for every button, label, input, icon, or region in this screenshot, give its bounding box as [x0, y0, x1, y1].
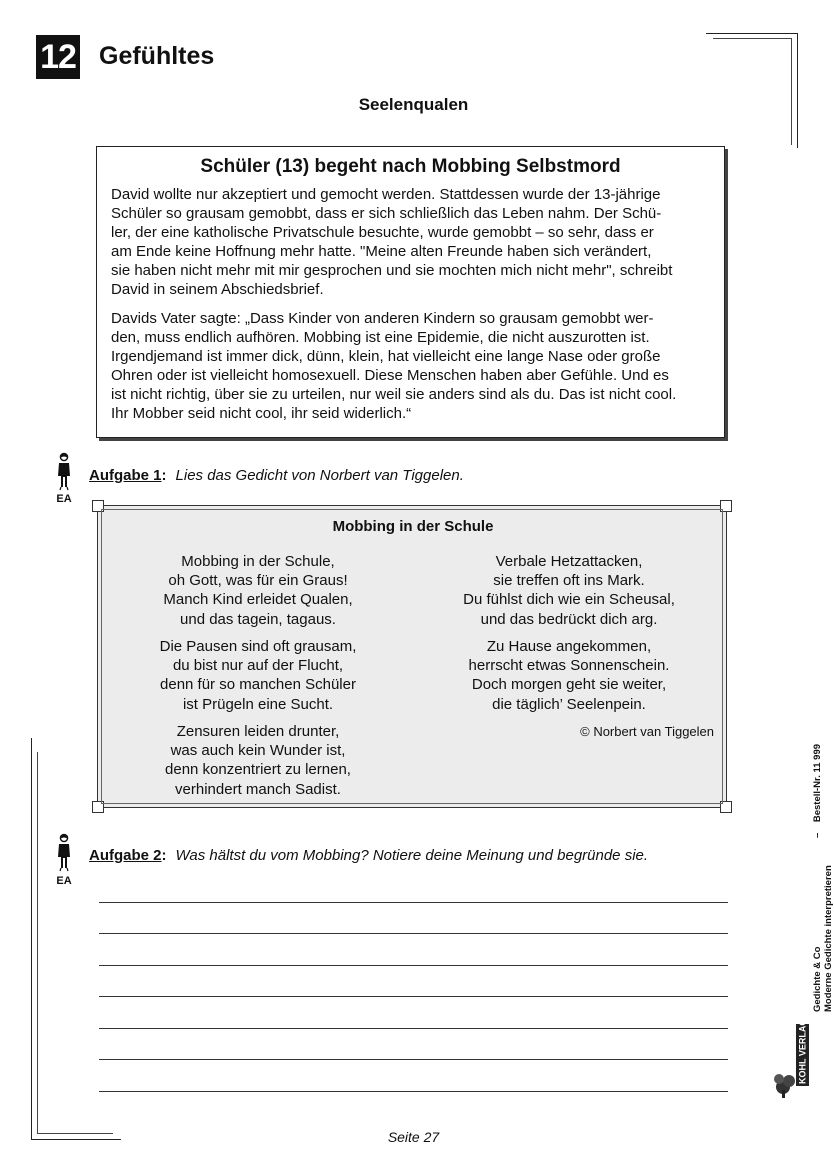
order-number: Bestell-Nr. 11 999: [812, 743, 823, 823]
page-subtitle: Seelenqualen: [358, 95, 469, 114]
box-corner-ornament: [720, 500, 732, 512]
news-line: David wollte nur akzeptiert und gemocht werden. Stattdessen wurde der 13-jährige: [111, 186, 661, 203]
poem-line: sie treffen oft ins Mark.: [493, 572, 645, 590]
news-line: Ohren oder ist vielleicht homosexuell. Diese Menschen haben aber Gefühle. Und es: [111, 366, 669, 384]
news-line: Davids Vater sagte: „Dass Kinder von anderen Kindern so grausam gemobbt wer-: [111, 309, 654, 327]
news-line: Ihr Mobber seid nicht cool, ihr seid widerlich.“: [111, 405, 412, 423]
news-line: ler, der eine katholische Privatschule besuchte, wurde gemobbt – so sehr, dass er: [111, 224, 654, 242]
poem-line: Zensuren leiden drunter,: [176, 723, 340, 740]
poem-line: was auch kein Wunder ist,: [170, 742, 346, 760]
news-line: sie haben nicht mehr mit mir gesprochen und sie mochten mich nicht mehr", schreibt: [111, 262, 673, 280]
news-line: David in seinem Abschiedsbrief.: [111, 281, 324, 299]
poem-line: und das bedrückt dich arg.: [480, 610, 658, 628]
poem-line: herrscht etwas Sonnenschein.: [468, 657, 670, 675]
side-book-subtitle: Moderne Gedichte interpretieren: [823, 865, 834, 1012]
publisher-logo: [772, 1020, 812, 1100]
corner-ornament-top-right: [713, 38, 792, 39]
corner-ornament-top-right: [797, 33, 798, 148]
poem-line: und das tagein, tagaus.: [180, 610, 336, 628]
poem-line: Mobbing in der Schule,: [181, 553, 335, 570]
corner-ornament-top-right: [791, 38, 792, 145]
side-series-title: Gedichte & Co: [812, 946, 823, 1012]
news-paragraph-2: [111, 309, 710, 424]
writing-line[interactable]: [99, 965, 728, 966]
task-label: Aufgabe 1: [89, 467, 162, 484]
poem-line: Zu Hause angekommen,: [486, 638, 652, 655]
writing-line[interactable]: [99, 1091, 728, 1092]
poem-line: Die Pausen sind oft grausam,: [159, 638, 357, 655]
side-separator: –: [812, 832, 823, 838]
task-label: Aufgabe 2: [89, 847, 162, 864]
writing-line[interactable]: [99, 902, 728, 903]
poem-line: verhindert manch Sadist.: [175, 780, 341, 798]
person-icon: [56, 833, 72, 877]
writing-line[interactable]: [99, 1059, 728, 1060]
box-corner-ornament: [720, 801, 732, 813]
news-line: am Ende keine Hoffnung mehr hatte. "Meine alten Freunde haben sich verändert,: [111, 243, 652, 261]
poem-box: [97, 505, 727, 808]
news-line: Schüler so grausam gemobbt, dass er sich schließlich das Leben nahm. Der Schü-: [111, 205, 662, 223]
side-order-number: [812, 744, 823, 838]
poem-stanza: [128, 722, 388, 799]
corner-ornament-bottom-left: [31, 738, 32, 1140]
box-corner-ornament: [92, 500, 104, 512]
person-icon: [56, 452, 72, 496]
page-number: Seite 27: [387, 1129, 440, 1145]
poem-line: denn für so manchen Schüler: [160, 676, 356, 694]
chapter-number-badge: 12: [36, 35, 80, 79]
poem-line: du bist nur auf der Flucht,: [172, 657, 344, 675]
news-line: den, muss endlich aufhören. Mobbing ist eine Epidemie, die nicht auszurotten ist.: [111, 328, 650, 346]
news-headline: Schüler (13) begeht nach Mobbing Selbstmord: [200, 156, 621, 177]
corner-ornament-top-right: [706, 33, 798, 34]
poem-stanza: [428, 552, 710, 629]
poem-stanza: [128, 552, 388, 629]
task-1: [89, 467, 464, 484]
poem-line: ist Prügeln eine Sucht.: [182, 695, 334, 713]
box-corner-ornament: [92, 801, 104, 813]
writing-line[interactable]: [99, 933, 728, 934]
poem-line: die täglich’ Seelenpein.: [492, 695, 646, 713]
work-mode-label: EA: [56, 875, 72, 887]
corner-ornament-bottom-left: [37, 752, 38, 1134]
poem-stanza: [128, 637, 388, 714]
poem-title: Mobbing in der Schule: [332, 518, 494, 535]
side-book-title: [812, 865, 834, 1012]
task-instruction: Lies das Gedicht von Norbert van Tiggelen.: [175, 467, 464, 484]
poem-line: Manch Kind erleidet Qualen,: [163, 591, 353, 609]
poem-line: Doch morgen geht sie weiter,: [471, 676, 667, 694]
news-paragraph-1: [111, 185, 710, 300]
poem-line: Du fühlst dich wie ein Scheusal,: [463, 591, 675, 609]
writing-line[interactable]: [99, 996, 728, 997]
poem-line: Verbale Hetzattacken,: [495, 553, 643, 570]
task-colon: :: [161, 467, 167, 484]
task-colon: :: [161, 847, 167, 864]
poem-stanza: [428, 637, 710, 714]
poem-copyright: © Norbert van Tiggelen: [580, 724, 714, 739]
news-line: ist nicht richtig, über sie zu urteilen, nur weil sie anders sind als du. Das ist nicht cool.: [111, 385, 677, 403]
poem-line: oh Gott, was für ein Graus!: [168, 572, 348, 590]
news-article-box: [96, 146, 725, 438]
news-line: Irgendjemand ist immer dick, dünn, klein, hat vielleicht eine lange Nase oder große: [111, 347, 661, 365]
task-2: [89, 847, 648, 864]
writing-line[interactable]: [99, 1028, 728, 1029]
publisher-name: KOHL VERLAG: [797, 1018, 808, 1084]
work-mode-label: EA: [56, 493, 72, 505]
task-instruction: Was hältst du vom Mobbing? Notiere deine Meinung und begründe sie.: [175, 847, 649, 864]
chapter-title: Gefühltes: [99, 42, 215, 70]
poem-line: denn konzentriert zu lernen,: [165, 761, 351, 779]
